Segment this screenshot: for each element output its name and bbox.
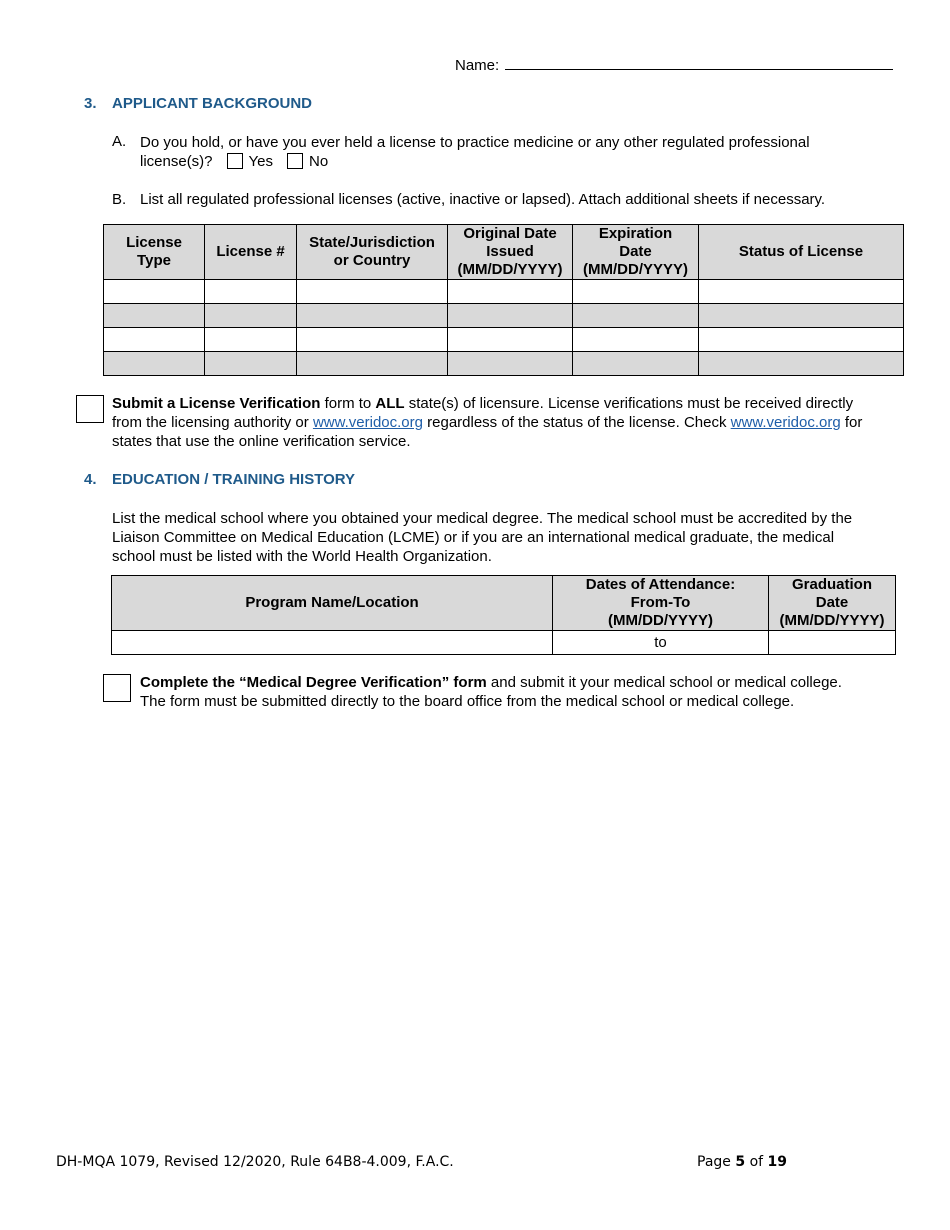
no-checkbox[interactable]: [287, 153, 303, 169]
veridoc-link-2[interactable]: www.veridoc.org: [730, 414, 841, 431]
table-cell[interactable]: [448, 304, 573, 328]
form-identifier: DH-MQA 1079, Revised 12/2020, Rule 64B8-4.009, F.A.C.: [56, 1154, 454, 1170]
education-intro: List the medical school where you obtained your medical degree. The medical school must be accredited by the Liaison Committee on Medical Education (LCME) or if you are an international medical graduate, the medical school must be listed with the World Health Organization.: [112, 510, 853, 565]
header-license-number: License #: [205, 225, 297, 280]
education-table: [111, 575, 896, 655]
table-cell[interactable]: [205, 304, 297, 328]
no-label: No: [309, 153, 329, 170]
table-cell[interactable]: [297, 328, 448, 352]
header-program-name: Program Name/Location: [112, 576, 553, 631]
table-cell[interactable]: [573, 304, 699, 328]
question-a-text-line1: Do you hold, or have you ever held a license to practice medicine or any other regulated professional: [140, 134, 810, 151]
question-b-letter: B.: [112, 191, 127, 208]
table-cell[interactable]: [104, 352, 205, 376]
question-a: [140, 133, 900, 171]
table-cell[interactable]: [205, 328, 297, 352]
table-row: [104, 304, 904, 328]
dates-attendance-cell[interactable]: [553, 631, 769, 655]
table-cell[interactable]: [699, 280, 904, 304]
veridoc-link-1[interactable]: www.veridoc.org: [312, 414, 423, 431]
degree-verification-checkbox[interactable]: [103, 674, 131, 702]
name-label: Name:: [455, 57, 500, 74]
header-status: Status of License: [699, 225, 904, 280]
question-b-text: List all regulated professional licenses (active, inactive or lapsed). Attach additional sheets if necessary.: [140, 191, 826, 208]
applicant-name-line: [455, 56, 893, 74]
section-3-number: 3.: [84, 95, 97, 112]
table-cell[interactable]: [573, 328, 699, 352]
yes-label: Yes: [248, 153, 274, 170]
question-a-letter: A.: [112, 133, 127, 150]
table-row: [112, 631, 896, 655]
section-3-heading: [84, 95, 97, 112]
yes-checkbox[interactable]: [227, 153, 243, 169]
page-number: Page 5 of 19: [697, 1154, 787, 1170]
to-label: to: [654, 634, 667, 651]
table-cell[interactable]: [104, 304, 205, 328]
education-table-header-row: [112, 576, 896, 631]
table-cell[interactable]: [448, 328, 573, 352]
table-row: [104, 352, 904, 376]
table-cell[interactable]: [448, 280, 573, 304]
table-cell[interactable]: [699, 352, 904, 376]
table-cell[interactable]: [205, 352, 297, 376]
table-cell[interactable]: [205, 280, 297, 304]
license-verification-text: Submit a License Verification form to ALL state(s) of licensure. License verifications must be received directly from the licensing authority or www.veridoc.org regardless of the status of the license. Check www.veridoc.org for states that use the online verification service.: [112, 395, 863, 450]
header-license-type: License Type: [104, 225, 205, 280]
section-3-title: APPLICANT BACKGROUND: [112, 95, 312, 112]
degree-verification-text: Complete the “Medical Degree Verification” form and submit it your medical school or medical college. The form must be submitted directly to the board office from the medical school or medical college.: [140, 674, 842, 710]
table-cell[interactable]: [297, 280, 448, 304]
section-4-number: 4.: [84, 471, 97, 488]
table-cell[interactable]: [573, 352, 699, 376]
table-cell[interactable]: [699, 328, 904, 352]
header-dates-attendance: Dates of Attendance: From-To (MM/DD/YYYY): [553, 576, 769, 631]
header-graduation-date: Graduation Date (MM/DD/YYYY): [769, 576, 896, 631]
program-name-cell[interactable]: [112, 631, 553, 655]
table-row: [104, 280, 904, 304]
license-table: [103, 224, 904, 376]
header-state-jurisdiction: State/Jurisdiction or Country: [297, 225, 448, 280]
table-cell[interactable]: [297, 352, 448, 376]
question-a-text-line2: license(s)?: [140, 153, 213, 170]
name-field[interactable]: [505, 56, 893, 70]
table-cell[interactable]: [573, 280, 699, 304]
table-cell[interactable]: [297, 304, 448, 328]
table-cell[interactable]: [699, 304, 904, 328]
table-cell[interactable]: [104, 280, 205, 304]
table-row: [104, 328, 904, 352]
graduation-date-cell[interactable]: [769, 631, 896, 655]
table-cell[interactable]: [104, 328, 205, 352]
license-verification-checkbox[interactable]: [76, 395, 104, 423]
header-expiration-date: Expiration Date (MM/DD/YYYY): [573, 225, 699, 280]
license-table-header-row: [104, 225, 904, 280]
section-4-title: EDUCATION / TRAINING HISTORY: [112, 471, 356, 488]
header-original-date: Original Date Issued (MM/DD/YYYY): [448, 225, 573, 280]
table-cell[interactable]: [448, 352, 573, 376]
